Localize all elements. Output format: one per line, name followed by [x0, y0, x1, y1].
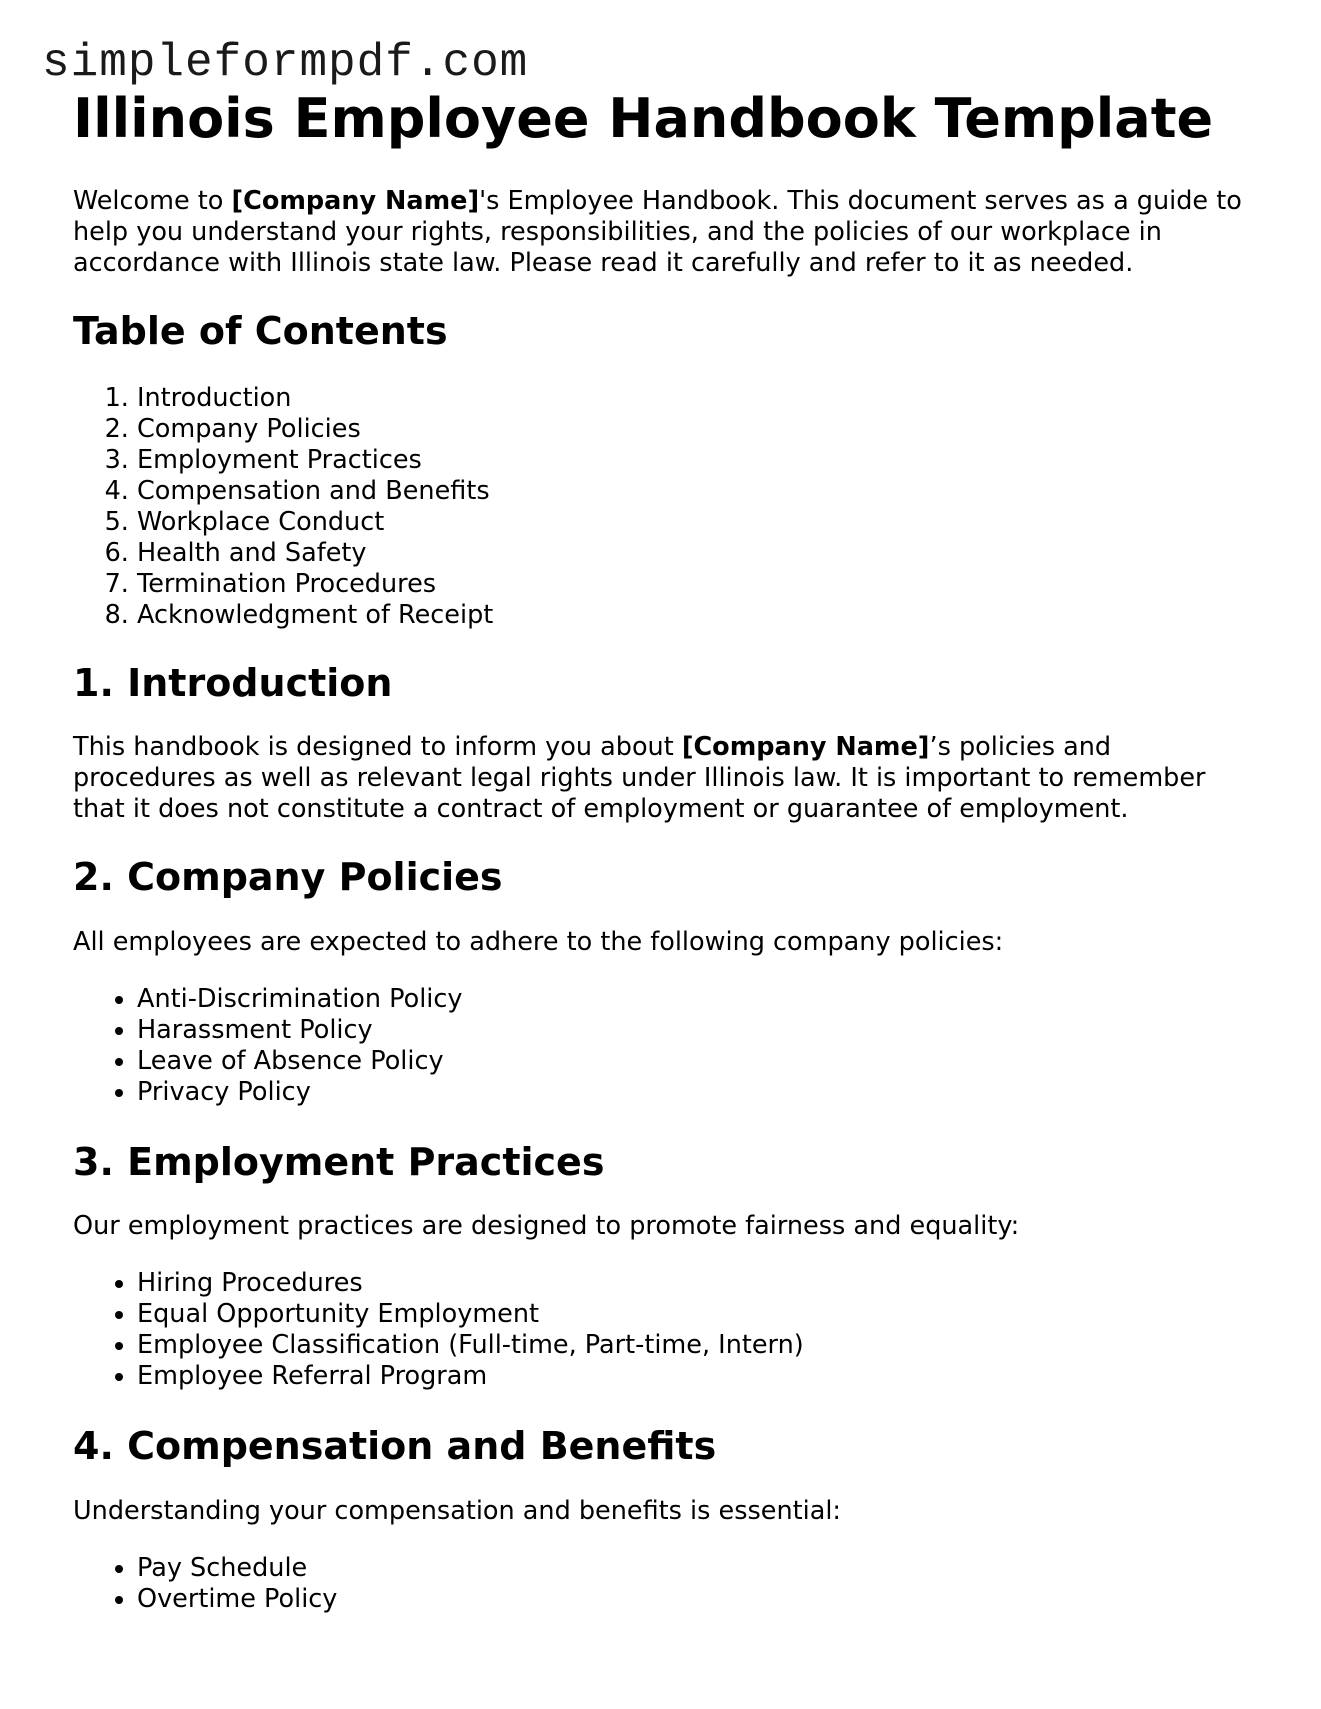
list-item: • Pay Schedule [137, 1553, 1253, 1584]
toc-item: 4. Compensation and Benefits [137, 476, 1253, 507]
company-name-placeholder: [Company Name] [231, 186, 480, 217]
employment-practices-list [73, 1268, 1253, 1392]
company-policies-paragraph: All employees are expected to adhere to the following company policies: [73, 926, 1004, 957]
toc-list [73, 383, 1253, 631]
company-policies-heading: 2. Company Policies [73, 855, 503, 900]
toc-item: 2. Company Policies [137, 414, 1253, 445]
company-policies-list [73, 984, 1253, 1108]
compensation-heading: 4. Compensation and Benefits [73, 1424, 717, 1469]
list-item: • Employee Classification (Full-time, Part-time, Intern) [137, 1330, 1253, 1361]
welcome-pre: Welcome to [73, 186, 232, 217]
employment-practices-heading: 3. Employment Practices [73, 1139, 605, 1184]
compensation-list [73, 1553, 1253, 1615]
welcome-paragraph [73, 186, 1253, 279]
watermark: simpleformpdf.com [42, 37, 529, 89]
list-item: • Harassment Policy [137, 1015, 1253, 1046]
toc-item: 7. Termination Procedures [137, 569, 1253, 600]
compensation-paragraph: Understanding your compensation and benefits is essential: [73, 1496, 842, 1527]
toc-item: 3. Employment Practices [137, 445, 1253, 476]
toc-heading: Table of Contents [73, 309, 448, 354]
introduction-paragraph [73, 732, 1253, 825]
welcome-post: 's Employee Handbook. This document serves as a guide to help you understand your rights, responsibilities, and the policies of our workplace in accordance with Illinois state law. Please read it carefully and refer to it as needed. [73, 186, 1242, 279]
toc-item: 5. Workplace Conduct [137, 507, 1253, 538]
document [73, 88, 1253, 1647]
list-item: • Leave of Absence Policy [137, 1046, 1253, 1077]
list-item: • Privacy Policy [137, 1077, 1253, 1108]
introduction-heading: 1. Introduction [73, 660, 393, 705]
employment-practices-paragraph: Our employment practices are designed to promote fairness and equality: [73, 1211, 1020, 1242]
toc-item: 8. Acknowledgment of Receipt [137, 600, 1253, 631]
toc-item: 6. Health and Safety [137, 538, 1253, 569]
list-item: • Employee Referral Program [137, 1361, 1253, 1392]
introduction-pre: This handbook is designed to inform you about [73, 732, 682, 763]
list-item: • Anti-Discrimination Policy [137, 984, 1253, 1015]
list-item: • Equal Opportunity Employment [137, 1299, 1253, 1330]
introduction-post: ’s policies and procedures as well as relevant legal rights under Illinois law. It is important to remember that it does not constitute a contract of employment or guarantee of employment. [73, 732, 1206, 825]
company-name-placeholder: [Company Name] [681, 732, 930, 763]
list-item: • Overtime Policy [137, 1584, 1253, 1615]
list-item: • Hiring Procedures [137, 1268, 1253, 1299]
toc-item: 1. Introduction [137, 383, 1253, 414]
page-title: Illinois Employee Handbook Template [73, 87, 1214, 150]
